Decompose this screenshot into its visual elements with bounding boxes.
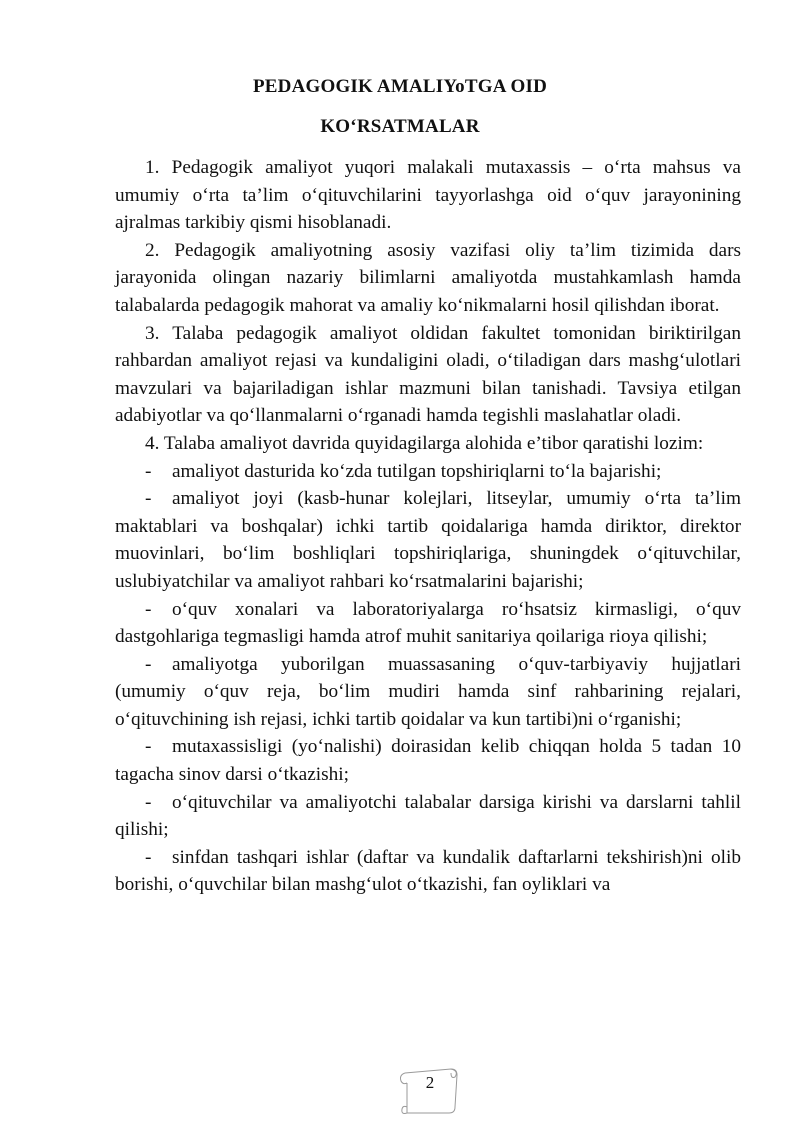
bullet-item	[115, 458, 741, 486]
bullet-dash: -	[145, 598, 152, 620]
bullet-text: amaliyot joyi (kasb-hunar kolejlari, litseylar, umumiy o‘rta ta’lim maktablari va boshqalar) ichki tartib qoidalariga hamda diriktor, direktor muovinlari, bo‘lim boshliqlari topshiriqlariga, shuningdek o‘qituvchilar, uslubiyatchilar va amaliyot rahbari ko‘rsatmalarini bajarishi;	[115, 488, 741, 592]
bullet-item	[115, 596, 741, 651]
paragraph-4: 4. Talaba amaliyot davrida quyidagilarga alohida e’tibor qaratishi lozim:	[145, 432, 704, 454]
document-title-line2: KO‘RSATMALAR	[320, 116, 480, 137]
bullet-text: o‘qituvchilar va amaliyotchi talabalar darsiga kirishi va darslarni tahlil qilishi;	[115, 791, 741, 841]
bullet-item	[115, 485, 741, 595]
paragraph-3: 3. Talaba pedagogik amaliyot oldidan fakultet tomonidan biriktirilgan rahbardan amaliyot rejasi va kundaligini oladi, o‘tiladigan dars mashg‘ulotlari mavzulari va bajariladigan ishlar mazmuni bilan tanishadi. Tavsiya etilgan adabiyotlar va qo‘llanmalarni o‘rganadi hamda tegishli maslahatlar oladi.	[115, 322, 741, 427]
page-number: 2	[425, 1073, 435, 1092]
document-title-line1: PEDAGOGIK AMALIYoTGA OID	[252, 76, 548, 97]
bullet-item	[115, 844, 741, 899]
bullet-text: amaliyotga yuborilgan muassasaning o‘quv-tarbiyaviy hujjatlari (umumiy o‘quv reja, bo‘lim mudiri hamda sinf rahbarining rejalari, o‘qituvchining ish rejasi, ichki tartib qoidalar va kun tartibi)ni o‘rganishi;	[115, 653, 741, 730]
bullet-dash: -	[145, 846, 152, 868]
bullet-text: amaliyot dasturida ko‘zda tutilgan topshiriqlarni to‘la bajarishi;	[172, 460, 662, 482]
paragraph-2: 2. Pedagogik amaliyotning asosiy vazifasi oliy ta’lim tizimida dars jarayonida olingan nazariy bilimlarni amaliyotda mustahkamlash hamda talabalarda pedagogik mahorat va amaliy ko‘nikmalarni hosil qilishdan iborat.	[115, 239, 741, 316]
bullet-dash: -	[145, 736, 152, 758]
bullet-dash: -	[145, 460, 152, 482]
page-number-scroll	[395, 1063, 465, 1119]
bullet-item	[115, 733, 741, 788]
bullet-item	[115, 789, 741, 844]
paragraph-1: 1. Pedagogik amaliyot yuqori malakali mutaxassis – o‘rta mahsus va umumiy o‘rta ta’lim o‘qituvchilarini tayyorlashga oid o‘quv jarayonining ajralmas tarkibiy qismi hisoblanadi.	[115, 157, 741, 234]
bullet-item	[115, 651, 741, 734]
bullet-dash: -	[145, 653, 152, 675]
bullet-dash: -	[145, 488, 152, 510]
bullet-text: o‘quv xonalari va laboratoriyalarga ro‘hsatsiz kirmasligi, o‘quv dastgohlariga tegmasligi hamda atrof muhit sanitariya qoilariga rioya qilishi;	[115, 598, 741, 648]
bullet-text: sinfdan tashqari ishlar (daftar va kundalik daftarlarni tekshirish)ni olib borishi, o‘quvchilar bilan mashg‘ulot o‘tkazishi, fan oyliklari va	[115, 846, 741, 896]
bullet-text: mutaxassisligi (yo‘nalishi) doirasidan kelib chiqqan holda 5 tadan 10 tagacha sinov darsi o‘tkazishi;	[115, 736, 741, 786]
bullet-dash: -	[145, 791, 152, 813]
document-body	[115, 154, 741, 899]
